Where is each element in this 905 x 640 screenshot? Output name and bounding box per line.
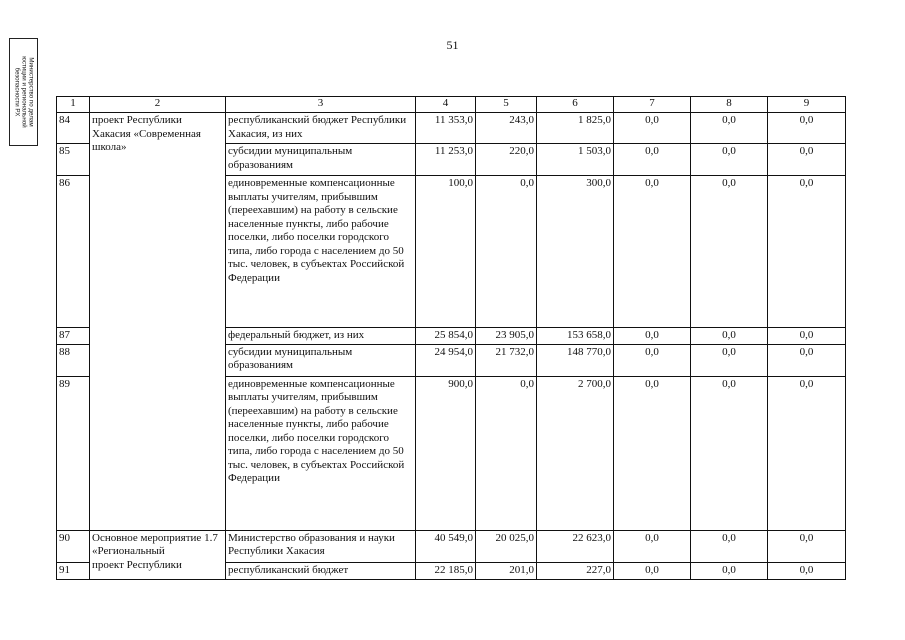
value-cell: 227,0 <box>537 562 614 579</box>
value-cell: 0,0 <box>691 376 768 530</box>
row-number: 86 <box>57 176 90 328</box>
value-cell: 25 854,0 <box>416 328 476 345</box>
value-cell: 0,0 <box>614 328 691 345</box>
funding-source-cell: Министерство образования и науки Республики Хакасия <box>226 530 416 562</box>
table-row <box>57 113 846 144</box>
stamp-line: безопасности РХ <box>13 67 20 117</box>
value-cell: 0,0 <box>691 562 768 579</box>
value-cell: 0,0 <box>614 530 691 562</box>
value-cell: 148 770,0 <box>537 344 614 376</box>
value-cell: 21 732,0 <box>476 344 537 376</box>
funding-source-cell: единовременные компенсационные выплаты учителям, прибывшим (переехавшим) на работу в сельские населенные пункты, либо рабочие поселки, либо поселки городского типа, либо города с населением до 50 тыс. человек, в субъектах Российской Федерации <box>226 176 416 328</box>
value-cell: 201,0 <box>476 562 537 579</box>
table-header-row <box>57 97 846 113</box>
table-row <box>57 530 846 562</box>
value-cell: 22 185,0 <box>416 562 476 579</box>
activity-cell: проект Республики Хакасия «Современная школа» <box>90 113 226 531</box>
value-cell: 11 253,0 <box>416 144 476 176</box>
value-cell: 0,0 <box>768 144 846 176</box>
value-cell: 100,0 <box>416 176 476 328</box>
activity-text: проект Республики <box>92 558 182 571</box>
row-number: 88 <box>57 344 90 376</box>
column-header: 1 <box>57 97 90 113</box>
value-cell: 0,0 <box>476 376 537 530</box>
row-number: 84 <box>57 113 90 144</box>
registration-stamp <box>9 38 38 146</box>
column-header: 9 <box>768 97 846 113</box>
value-cell: 0,0 <box>691 176 768 328</box>
column-header: 4 <box>416 97 476 113</box>
value-cell: 0,0 <box>614 562 691 579</box>
value-cell: 0,0 <box>614 344 691 376</box>
column-header: 3 <box>226 97 416 113</box>
column-header: 6 <box>537 97 614 113</box>
value-cell: 2 700,0 <box>537 376 614 530</box>
stamp-line: Министерство по делам <box>27 57 34 127</box>
value-cell: 0,0 <box>476 176 537 328</box>
value-cell: 1 503,0 <box>537 144 614 176</box>
value-cell: 0,0 <box>691 344 768 376</box>
value-cell: 0,0 <box>614 176 691 328</box>
row-number: 85 <box>57 144 90 176</box>
column-header: 5 <box>476 97 537 113</box>
value-cell: 900,0 <box>416 376 476 530</box>
row-number: 90 <box>57 530 90 562</box>
budget-table <box>56 96 846 580</box>
value-cell: 0,0 <box>768 176 846 328</box>
value-cell: 1 825,0 <box>537 113 614 144</box>
activity-cell <box>90 530 226 579</box>
value-cell: 220,0 <box>476 144 537 176</box>
value-cell: 0,0 <box>768 376 846 530</box>
value-cell: 243,0 <box>476 113 537 144</box>
row-number: 87 <box>57 328 90 345</box>
value-cell: 0,0 <box>768 530 846 562</box>
funding-source-cell: единовременные компенсационные выплаты учителям, прибывшим (переехавшим) на работу в сельские населенные пункты, либо рабочие поселки, либо поселки городского типа, либо города с населением до 50 тыс. человек, в субъектах Российской Федерации <box>226 376 416 530</box>
value-cell: 0,0 <box>691 328 768 345</box>
value-cell: 0,0 <box>614 144 691 176</box>
funding-source-cell: федеральный бюджет, из них <box>226 328 416 345</box>
funding-source-cell: субсидии муниципальным образованиям <box>226 344 416 376</box>
value-cell: 40 549,0 <box>416 530 476 562</box>
stamp-text <box>13 40 34 144</box>
value-cell: 0,0 <box>768 344 846 376</box>
value-cell: 23 905,0 <box>476 328 537 345</box>
stamp-line: юстиции и региональной <box>20 56 27 128</box>
activity-text: Основное мероприятие 1.7 «Региональный <box>92 531 218 557</box>
column-header: 2 <box>90 97 226 113</box>
row-number: 89 <box>57 376 90 530</box>
value-cell: 24 954,0 <box>416 344 476 376</box>
column-header: 7 <box>614 97 691 113</box>
value-cell: 0,0 <box>768 328 846 345</box>
value-cell: 300,0 <box>537 176 614 328</box>
funding-source-cell: республиканский бюджет Республики Хакасия, из них <box>226 113 416 144</box>
column-header: 8 <box>691 97 768 113</box>
value-cell: 153 658,0 <box>537 328 614 345</box>
value-cell: 0,0 <box>768 113 846 144</box>
value-cell: 0,0 <box>614 113 691 144</box>
funding-source-cell: республиканский бюджет <box>226 562 416 579</box>
value-cell: 11 353,0 <box>416 113 476 144</box>
value-cell: 0,0 <box>691 530 768 562</box>
value-cell: 0,0 <box>614 376 691 530</box>
funding-source-cell: субсидии муниципальным образованиям <box>226 144 416 176</box>
value-cell: 0,0 <box>691 144 768 176</box>
value-cell: 20 025,0 <box>476 530 537 562</box>
page-number: 51 <box>446 38 459 52</box>
row-number: 91 <box>57 562 90 579</box>
value-cell: 0,0 <box>691 113 768 144</box>
value-cell: 22 623,0 <box>537 530 614 562</box>
value-cell: 0,0 <box>768 562 846 579</box>
